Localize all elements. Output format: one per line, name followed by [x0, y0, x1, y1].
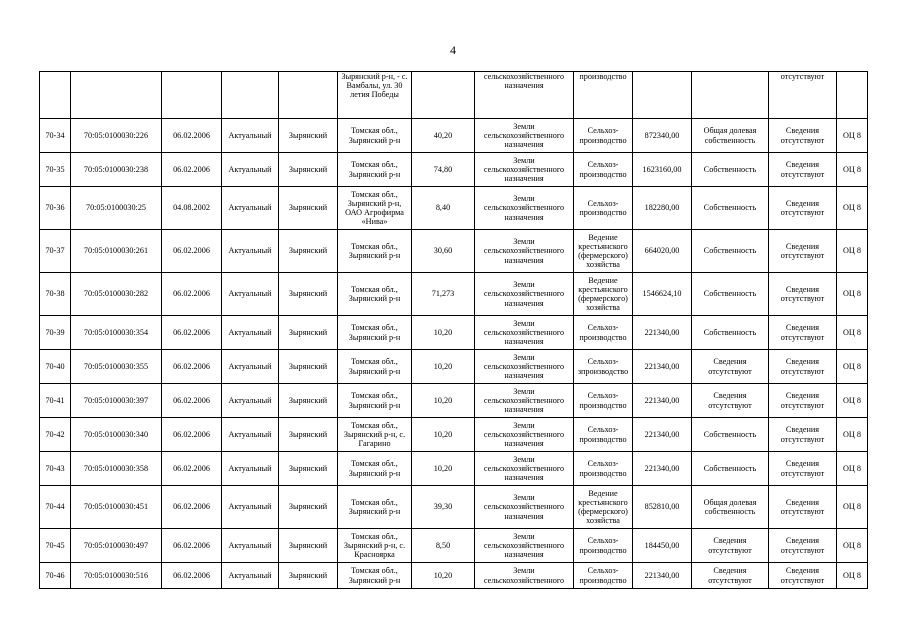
cell-ownership: Собственность [692, 153, 769, 187]
cell-date: 06.02.2006 [162, 316, 222, 350]
cell-district: Зырянский [279, 350, 338, 384]
cell-restrictions: Сведения отсутствуют [769, 452, 837, 486]
cell-number: 70-40 [40, 350, 71, 384]
cell-cadastral-value: 852810,00 [633, 486, 692, 529]
cell-cadastral-number: 70:05:0100030:282 [71, 273, 162, 316]
cell-restrictions: Сведения отсутствуют [769, 350, 837, 384]
cell-permitted-use: Сельхоз-производство [574, 563, 633, 589]
cell-restrictions: Сведения отсутствуют [769, 230, 837, 273]
cell-permitted-use: производство [574, 72, 633, 119]
cell-status: Актуальный [222, 187, 279, 230]
cell-date: 06.02.2006 [162, 153, 222, 187]
cell-area: 10,20 [412, 563, 475, 589]
cell-cadastral-value: 221340,00 [633, 452, 692, 486]
cell-area: 40,20 [412, 119, 475, 153]
cell-code: ОЦ 8 [837, 418, 868, 452]
cell-ownership: Собственность [692, 452, 769, 486]
cell-status: Актуальный [222, 230, 279, 273]
table-row [40, 486, 868, 529]
cell-date: 06.02.2006 [162, 452, 222, 486]
cell-ownership: Сведения отсутствуют [692, 384, 769, 418]
cell-code [837, 72, 868, 119]
cell-restrictions: отсутствуют [769, 72, 837, 119]
cell-restrictions: Сведения отсутствуют [769, 316, 837, 350]
cell-code: ОЦ 8 [837, 187, 868, 230]
cell-permitted-use: Сельхоз-производство [574, 384, 633, 418]
cell-number: 70-34 [40, 119, 71, 153]
cell-address: Зырянский р-н, - с. Вамбалы, ул. 30 летия Победы [338, 72, 412, 119]
cell-status: Актуальный [222, 563, 279, 589]
table-row-continuation [40, 72, 868, 119]
cell-land-category: Земли сельскохозяйственного назначения [475, 153, 574, 187]
cell-area: 10,20 [412, 384, 475, 418]
cell-restrictions: Сведения отсутствуют [769, 529, 837, 563]
cell-land-category: Земли сельскохозяйственного назначения [475, 529, 574, 563]
cell-ownership [692, 72, 769, 119]
cell-address: Томская обл., Зырянский р-н [338, 384, 412, 418]
cell-cadastral-value: 184450,00 [633, 529, 692, 563]
cell-land-category: Земли сельскохозяйственного назначения [475, 230, 574, 273]
cell-status: Актуальный [222, 273, 279, 316]
cell-date: 06.02.2006 [162, 418, 222, 452]
cell-restrictions: Сведения отсутствуют [769, 187, 837, 230]
cell-district: Зырянский [279, 529, 338, 563]
cell-ownership: Собственность [692, 187, 769, 230]
cell-district: Зырянский [279, 418, 338, 452]
cell-permitted-use: Ведение крестьянского (фермерского) хозяйства [574, 230, 633, 273]
cell-cadastral-value: 221340,00 [633, 350, 692, 384]
cell-cadastral-number: 70:05:0100030:516 [71, 563, 162, 589]
cell-area: 10,20 [412, 452, 475, 486]
cell-district: Зырянский [279, 153, 338, 187]
cell-area: 8,40 [412, 187, 475, 230]
cell-restrictions: Сведения отсутствуют [769, 418, 837, 452]
cell-permitted-use: Сельхоз-производство [574, 529, 633, 563]
cell-cadastral-value: 221340,00 [633, 418, 692, 452]
cell-cadastral-value: 221340,00 [633, 384, 692, 418]
cell-area: 10,20 [412, 418, 475, 452]
cell-ownership: Общая долевая собственность [692, 486, 769, 529]
cell-date: 06.02.2006 [162, 119, 222, 153]
cell-ownership: Сведения отсутствуют [692, 350, 769, 384]
cell-date [162, 72, 222, 119]
cell-status: Актуальный [222, 350, 279, 384]
cell-address: Томская обл., Зырянский р-н [338, 316, 412, 350]
cell-cadastral-number: 70:05:0100030:397 [71, 384, 162, 418]
cell-status: Актуальный [222, 486, 279, 529]
cell-restrictions: Сведения отсутствуют [769, 486, 837, 529]
cell-land-category: Земли сельскохозяйственного назначения [475, 384, 574, 418]
cell-number: 70-46 [40, 563, 71, 589]
cell-district: Зырянский [279, 119, 338, 153]
cell-permitted-use: Сельхоз-производство [574, 418, 633, 452]
cell-cadastral-number: 70:05:0100030:358 [71, 452, 162, 486]
cell-address: Томская обл., Зырянский р-н [338, 230, 412, 273]
cell-area [412, 72, 475, 119]
cell-code: ОЦ 8 [837, 350, 868, 384]
table-row [40, 187, 868, 230]
cell-district: Зырянский [279, 273, 338, 316]
page-number: 4 [450, 43, 456, 57]
cell-address: Томская обл., Зырянский р-н, с. Красноярка [338, 529, 412, 563]
cell-code: ОЦ 8 [837, 316, 868, 350]
cell-number: 70-35 [40, 153, 71, 187]
cell-area: 10,20 [412, 316, 475, 350]
cell-code: ОЦ 8 [837, 153, 868, 187]
cell-status: Актуальный [222, 418, 279, 452]
cell-status: Актуальный [222, 384, 279, 418]
cell-date: 06.02.2006 [162, 273, 222, 316]
cell-area: 39,30 [412, 486, 475, 529]
table-row [40, 384, 868, 418]
cell-land-category: Земли сельскохозяйственного назначения [475, 350, 574, 384]
cell-cadastral-value: 221340,00 [633, 316, 692, 350]
cell-address: Томская обл., Зырянский р-н, с. Гагарино [338, 418, 412, 452]
cell-cadastral-number: 70:05:0100030:261 [71, 230, 162, 273]
table-row [40, 273, 868, 316]
cell-restrictions: Сведения отсутствуют [769, 384, 837, 418]
cell-ownership: Собственность [692, 230, 769, 273]
table-body [40, 72, 868, 589]
cell-cadastral-number: 70:05:0100030:25 [71, 187, 162, 230]
cell-district: Зырянский [279, 563, 338, 589]
cell-code: ОЦ 8 [837, 452, 868, 486]
cell-restrictions: Сведения отсутствуют [769, 273, 837, 316]
cell-cadastral-value [633, 72, 692, 119]
cell-ownership: Собственность [692, 273, 769, 316]
cell-cadastral-number: 70:05:0100030:355 [71, 350, 162, 384]
cell-district: Зырянский [279, 316, 338, 350]
cell-ownership: Общая долевая собственность [692, 119, 769, 153]
cell-ownership: Собственность [692, 316, 769, 350]
cell-area: 10,20 [412, 350, 475, 384]
cell-number: 70-38 [40, 273, 71, 316]
cell-code: ОЦ 8 [837, 384, 868, 418]
table-row [40, 316, 868, 350]
cell-land-category: Земли сельскохозяйственного назначения [475, 273, 574, 316]
cell-date: 06.02.2006 [162, 486, 222, 529]
cell-ownership: Собственность [692, 418, 769, 452]
cell-cadastral-value: 182280,00 [633, 187, 692, 230]
cell-code: ОЦ 8 [837, 230, 868, 273]
cell-code: ОЦ 8 [837, 563, 868, 589]
table-row [40, 230, 868, 273]
table-row [40, 563, 868, 589]
cell-cadastral-number: 70:05:0100030:354 [71, 316, 162, 350]
cell-permitted-use: Сельхоз-производство [574, 316, 633, 350]
cell-permitted-use: Сельхоз-производство [574, 153, 633, 187]
cell-cadastral-number: 70:05:0100030:340 [71, 418, 162, 452]
cell-code: ОЦ 8 [837, 273, 868, 316]
cell-address: Томская обл., Зырянский р-н [338, 452, 412, 486]
cell-status: Актуальный [222, 153, 279, 187]
cell-date: 06.02.2006 [162, 350, 222, 384]
cell-number: 70-41 [40, 384, 71, 418]
cell-area: 71,273 [412, 273, 475, 316]
cell-number: 70-44 [40, 486, 71, 529]
cell-ownership: Сведения отсутствуют [692, 563, 769, 589]
cell-status: Актуальный [222, 316, 279, 350]
cell-address: Томская обл., Зырянский р-н [338, 486, 412, 529]
cell-area: 30,60 [412, 230, 475, 273]
cell-address: Томская обл., Зырянский р-н [338, 153, 412, 187]
cell-status: Актуальный [222, 452, 279, 486]
cell-status: Актуальный [222, 529, 279, 563]
cell-cadastral-number: 70:05:0100030:497 [71, 529, 162, 563]
cell-district: Зырянский [279, 230, 338, 273]
table-row [40, 350, 868, 384]
cell-date: 06.02.2006 [162, 384, 222, 418]
land-register-table [39, 71, 868, 589]
cell-land-category: сельскохозяйственного назначения [475, 72, 574, 119]
cell-number: 70-39 [40, 316, 71, 350]
cell-land-category: Земли сельскохозяйственного назначения [475, 119, 574, 153]
cell-code: ОЦ 8 [837, 486, 868, 529]
cell-cadastral-value: 872340,00 [633, 119, 692, 153]
table-row [40, 529, 868, 563]
cell-address: Томская обл., Зырянский р-н, ОАО Агрофирма «Нива» [338, 187, 412, 230]
cell-cadastral-value: 1623160,00 [633, 153, 692, 187]
cell-status: Актуальный [222, 119, 279, 153]
table-row [40, 452, 868, 486]
cell-land-category: Земли сельскохозяйственного назначения [475, 486, 574, 529]
cell-number: 70-45 [40, 529, 71, 563]
cell-restrictions: Сведения отсутствуют [769, 563, 837, 589]
cell-restrictions: Сведения отсутствуют [769, 119, 837, 153]
cell-land-category: Земли сельскохозяйственного назначения [475, 187, 574, 230]
cell-permitted-use: Сельхоз-производство [574, 452, 633, 486]
cell-land-category: Земли сельскохозяйственного [475, 563, 574, 589]
cell-permitted-use: Сельхоз-производство [574, 119, 633, 153]
cell-status [222, 72, 279, 119]
cell-cadastral-number: 70:05:0100030:451 [71, 486, 162, 529]
cell-number [40, 72, 71, 119]
cell-date: 04.08.2002 [162, 187, 222, 230]
cell-cadastral-number: 70:05:0100030:226 [71, 119, 162, 153]
cell-address: Томская обл., Зырянский р-н [338, 273, 412, 316]
cell-ownership: Сведения отсутствуют [692, 529, 769, 563]
cell-code: ОЦ 8 [837, 529, 868, 563]
cell-cadastral-number: 70:05:0100030:238 [71, 153, 162, 187]
cell-date: 06.02.2006 [162, 529, 222, 563]
cell-permitted-use: Сельхоз-производство [574, 187, 633, 230]
cell-area: 74,80 [412, 153, 475, 187]
cell-permitted-use: Сельхоз-зпроизводство [574, 350, 633, 384]
cell-district [279, 72, 338, 119]
cell-district: Зырянский [279, 452, 338, 486]
table-row [40, 418, 868, 452]
cell-district: Зырянский [279, 187, 338, 230]
cell-restrictions: Сведения отсутствуют [769, 153, 837, 187]
cell-permitted-use: Ведение крестьянского (фермерского) хозяйства [574, 273, 633, 316]
cell-code: ОЦ 8 [837, 119, 868, 153]
cell-cadastral-value: 221340,00 [633, 563, 692, 589]
cell-number: 70-43 [40, 452, 71, 486]
cell-district: Зырянский [279, 384, 338, 418]
cell-date: 06.02.2006 [162, 230, 222, 273]
cell-address: Томская обл., Зырянский р-н [338, 119, 412, 153]
cell-number: 70-37 [40, 230, 71, 273]
cell-land-category: Земли сельскохозяйственного назначения [475, 452, 574, 486]
cell-cadastral-value: 1546624,10 [633, 273, 692, 316]
cell-address: Томская обл., Зырянский р-н [338, 350, 412, 384]
cell-district: Зырянский [279, 486, 338, 529]
table-row [40, 153, 868, 187]
cell-permitted-use: Ведение крестьянского (фермерского) хозяйства [574, 486, 633, 529]
cell-land-category: Земли сельскохозяйственного назначения [475, 316, 574, 350]
cell-date: 06.02.2006 [162, 563, 222, 589]
cell-number: 70-36 [40, 187, 71, 230]
cell-area: 8,50 [412, 529, 475, 563]
cell-number: 70-42 [40, 418, 71, 452]
cell-address: Томская обл., Зырянский р-н [338, 563, 412, 589]
table-row [40, 119, 868, 153]
cell-cadastral-number [71, 72, 162, 119]
cell-cadastral-value: 664020,00 [633, 230, 692, 273]
cell-land-category: Земли сельскохозяйственного назначения [475, 418, 574, 452]
